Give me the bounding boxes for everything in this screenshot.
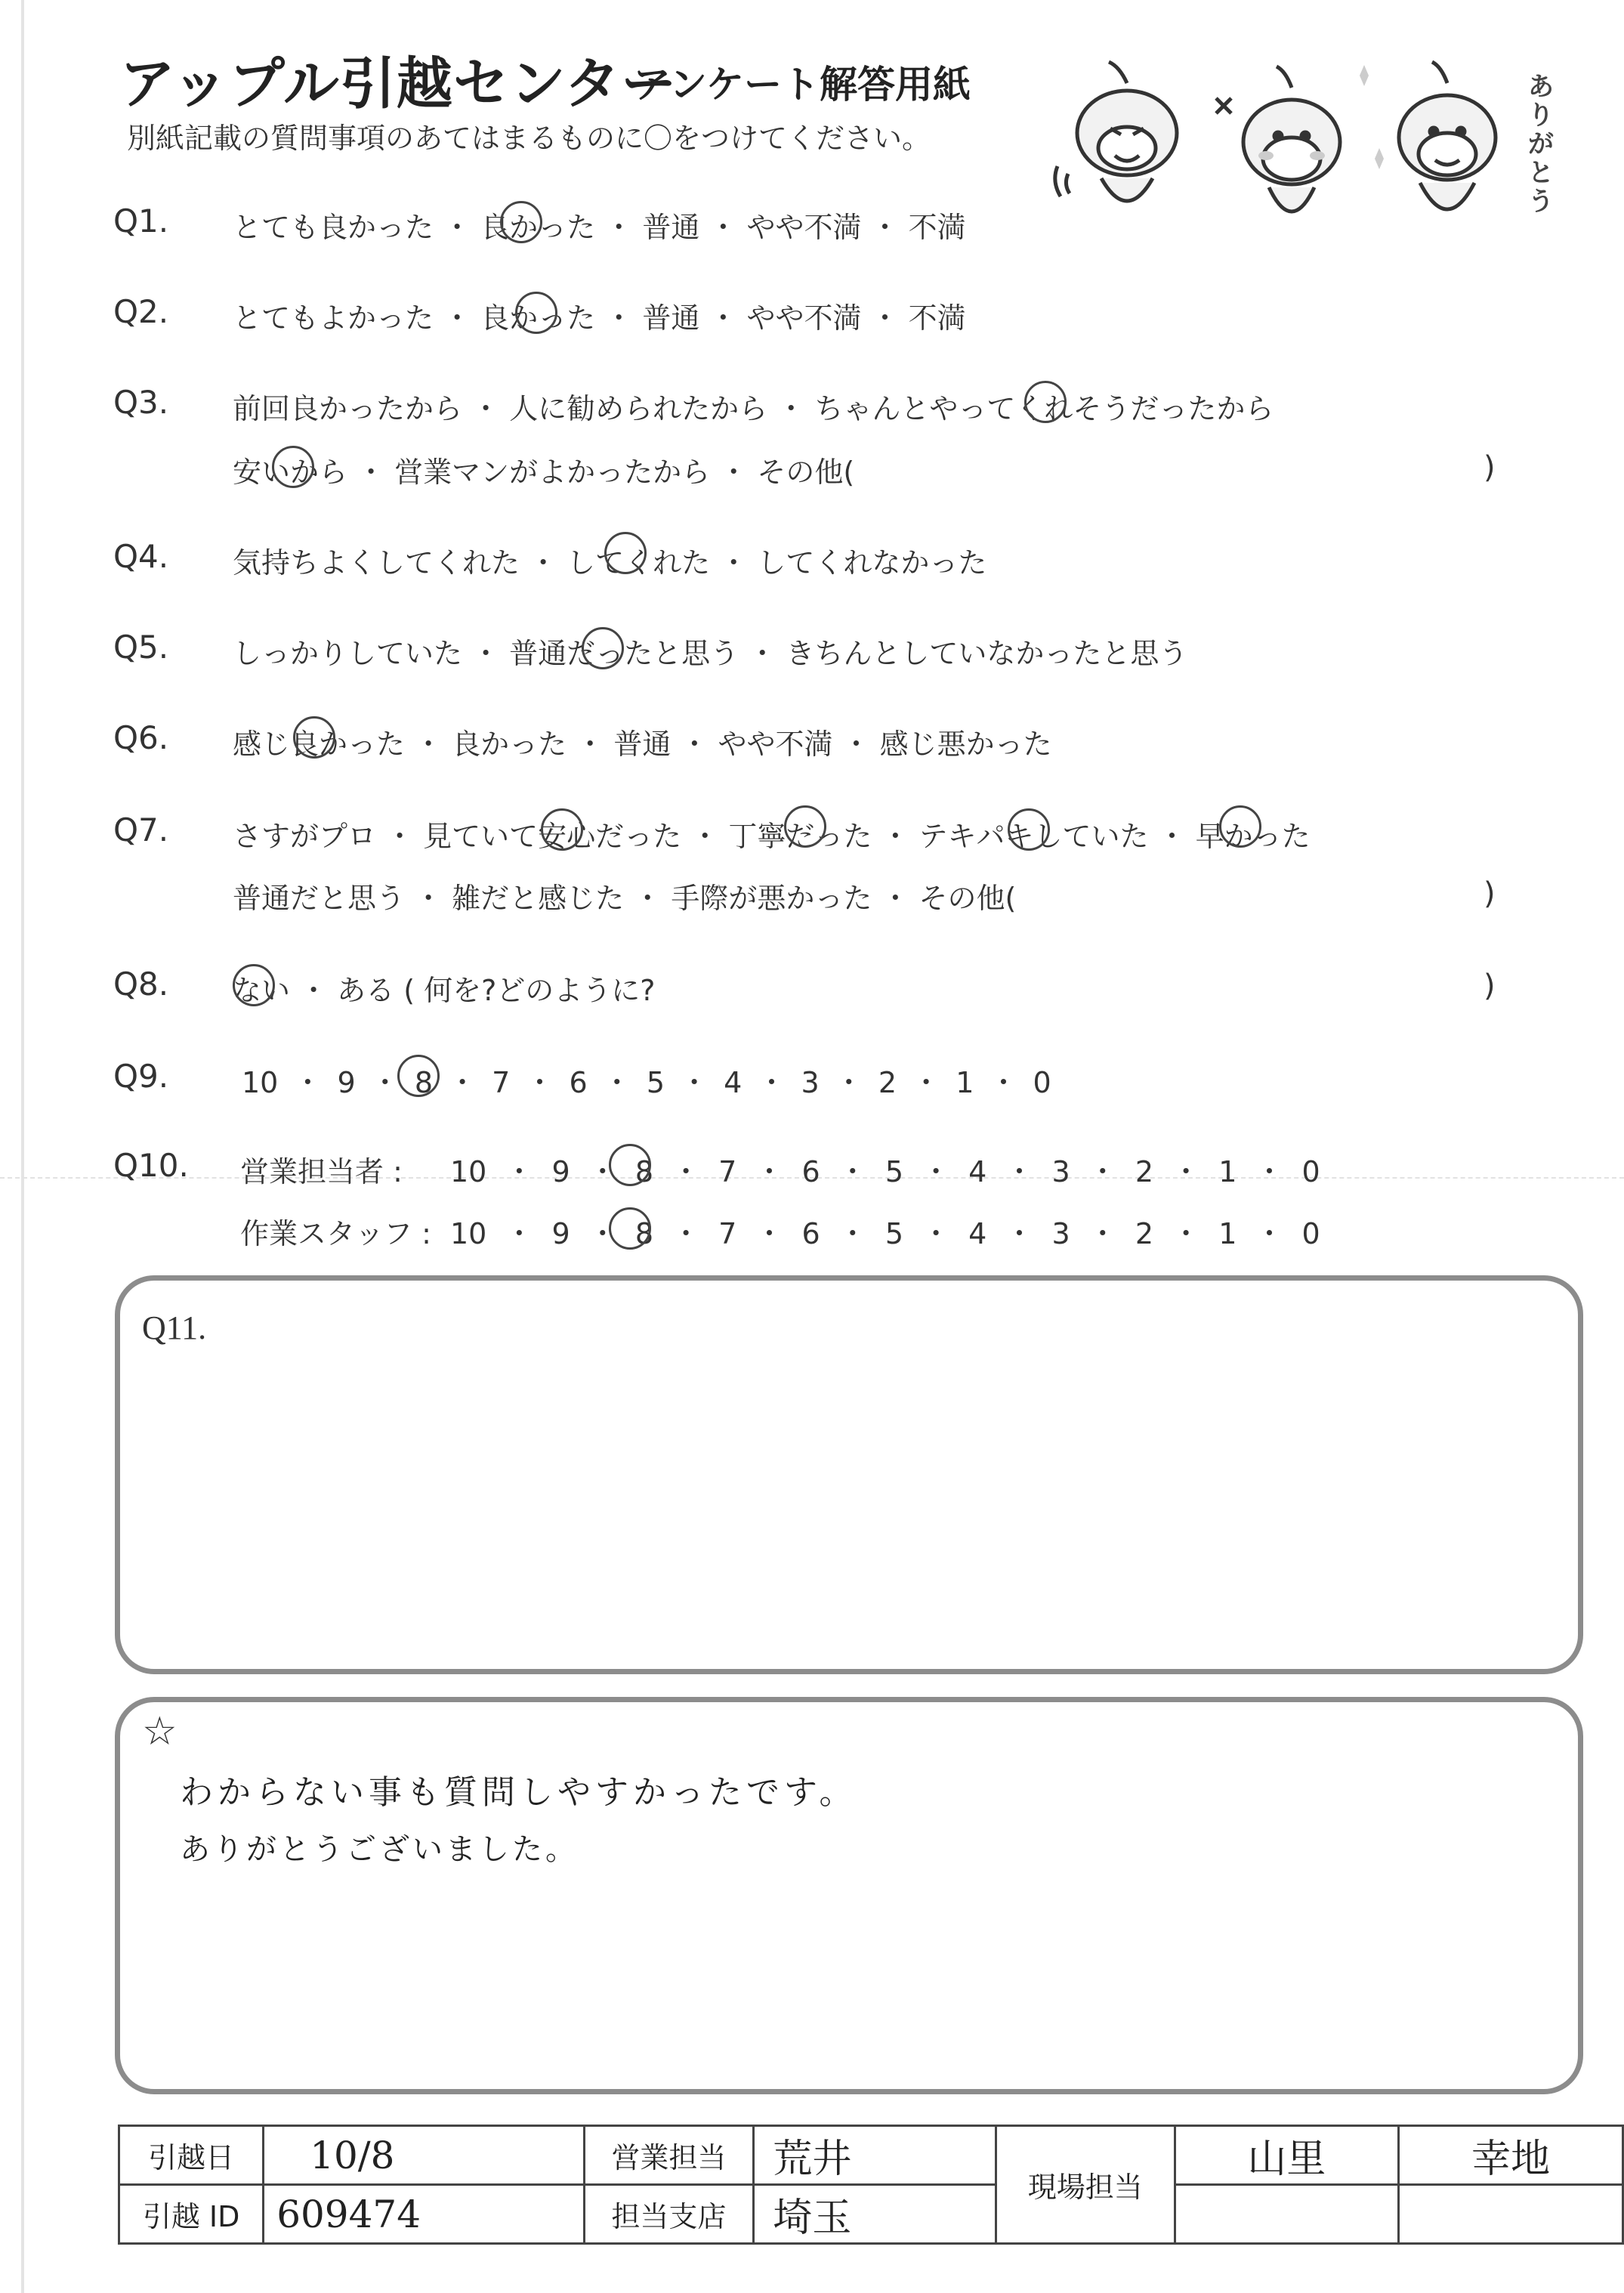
site-staff-empty-2: [1399, 2185, 1623, 2244]
q2-label: Q2.: [113, 293, 169, 330]
comment-line-1: わからない事も質問しやすかったです。: [180, 1773, 857, 1812]
move-id-label: 引越 ID: [119, 2185, 264, 2244]
q11-answer-box[interactable]: [115, 1275, 1583, 1674]
q7-answer-circle-2: [784, 805, 826, 848]
q7-options-line1: さすがプロ ・ 見ていて安心だった ・ 丁寧だった ・ テキパキしていた ・ 早かった: [233, 820, 1311, 853]
q2-options: とてもよかった ・ 良かった ・ 普通 ・ やや不満 ・ 不満: [233, 301, 966, 335]
q1-label: Q1.: [113, 202, 169, 239]
sales-rep-label: 営業担当: [584, 2126, 754, 2185]
q8-paren-close: ): [1484, 969, 1496, 1003]
q3-label: Q3.: [113, 384, 169, 421]
q3-paren-close: ): [1484, 450, 1496, 485]
monkey-blushing-icon: [1216, 66, 1340, 212]
q5-answer-circle: [582, 627, 624, 669]
q8-answer-circle: [233, 964, 275, 1006]
move-date-label: 引越日: [119, 2126, 264, 2185]
q4-answer-circle: [604, 532, 647, 574]
q5-label: Q5.: [113, 629, 169, 666]
branch-value: 埼玉: [754, 2185, 996, 2244]
q2-answer-circle: [515, 292, 557, 334]
form-title: アンケート解答用紙: [633, 63, 971, 107]
q10-staff-scale: 10 ・ 9 ・ 8 ・ 7 ・ 6 ・ 5 ・ 4 ・ 3 ・ 2 ・ 1 ・ 0: [450, 1217, 1320, 1250]
q3-options-line2: 安いから ・ 営業マンがよかったから ・ その他(: [233, 456, 855, 489]
q7-options-line2: 普通だと思う ・ 雑だと感じた ・ 手際が悪かった ・ その他(: [233, 882, 1017, 915]
comment-line-2: ありがとうございました。: [180, 1832, 579, 1867]
q9-answer-circle: [397, 1055, 440, 1097]
monkey-smiling-icon: [1360, 62, 1496, 209]
q4-label: Q4.: [113, 538, 169, 575]
site-staff-1: 山里: [1175, 2126, 1399, 2185]
mascot-caption: ありがとう: [1528, 72, 1554, 217]
q10-sales-scale: 10 ・ 9 ・ 8 ・ 7 ・ 6 ・ 5 ・ 4 ・ 3 ・ 2 ・ 1 ・ 0: [450, 1155, 1320, 1188]
q5-options: しっかりしていた ・ 普通だったと思う ・ きちんとしていなかったと思う: [233, 637, 1188, 670]
q7-paren-close: ): [1484, 876, 1496, 911]
site-staff-empty-1: [1175, 2185, 1399, 2244]
mascot-illustration: [1042, 53, 1526, 257]
company-name: アップル引越センター: [119, 51, 678, 116]
q10-staff-label: 作業スタッフ :: [240, 1217, 431, 1250]
q10-staff-answer-circle: [609, 1207, 651, 1250]
info-table: [118, 2125, 1624, 2245]
sales-rep-value: 荒井: [754, 2126, 996, 2185]
q7-answer-circle-3: [1008, 808, 1050, 851]
q1-options: とても良かった ・ 良かった ・ 普通 ・ やや不満 ・ 不満: [233, 211, 966, 244]
q6-answer-circle: [293, 716, 335, 759]
site-staff-2: 幸地: [1399, 2126, 1623, 2185]
move-date-value: 10/8: [264, 2126, 584, 2185]
site-staff-label: 現場担当: [996, 2126, 1175, 2244]
q7-answer-circle-4: [1219, 805, 1261, 848]
monkey-laughing-icon: [1055, 62, 1177, 201]
q3-answer-circle-2: [272, 446, 314, 488]
left-margin-line: [21, 0, 24, 2293]
q3-answer-circle-1: [1024, 381, 1067, 423]
star-icon: ☆: [142, 1709, 178, 1754]
q4-options: 気持ちよくしてくれた ・ してくれた ・ してくれなかった: [233, 546, 987, 579]
q6-options: 感じ良かった ・ 良かった ・ 普通 ・ やや不満 ・ 感じ悪かった: [233, 728, 1052, 761]
instruction-text: 別紙記載の質問事項のあてはまるものに〇をつけてください。: [127, 122, 931, 155]
q9-scale: 10 ・ 9 ・ 8 ・ 7 ・ 6 ・ 5 ・ 4 ・ 3 ・ 2 ・ 1 ・ 0: [242, 1066, 1051, 1099]
q9-label: Q9.: [113, 1058, 169, 1095]
q7-answer-circle-1: [541, 808, 583, 851]
q10-sales-label: 営業担当者 :: [240, 1155, 403, 1188]
comment-box[interactable]: [115, 1697, 1583, 2094]
move-id-value: 609474: [264, 2185, 584, 2244]
q10-label: Q10.: [113, 1147, 189, 1184]
q3-options-line1: 前回良かったから ・ 人に勧められたから ・ ちゃんとやってくれそうだったから: [233, 392, 1274, 425]
q11-label: Q11.: [142, 1309, 207, 1346]
q1-answer-circle: [500, 201, 542, 243]
q10-sales-answer-circle: [609, 1144, 651, 1186]
q8-options: ない ・ ある ( 何を?どのように?: [233, 974, 656, 1007]
q8-label: Q8.: [113, 966, 169, 1003]
branch-label: 担当支店: [584, 2185, 754, 2244]
q7-label: Q7.: [113, 811, 169, 848]
q6-label: Q6.: [113, 719, 169, 756]
